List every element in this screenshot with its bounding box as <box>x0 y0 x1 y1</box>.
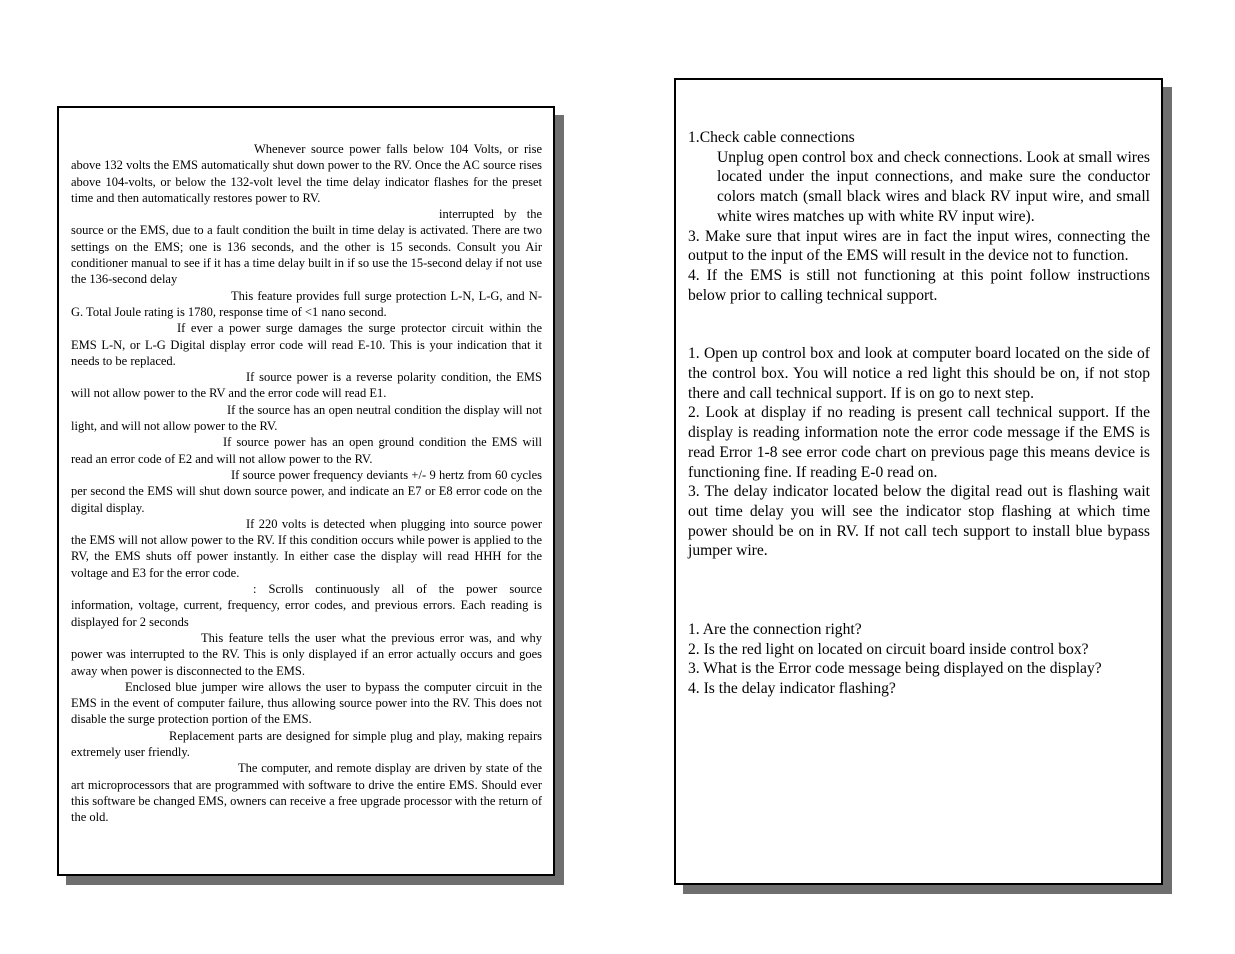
feature-paragraph <box>71 402 542 435</box>
feature-paragraph <box>71 206 542 287</box>
feature-text: The computer, and remote display are driven by state of the art microprocessors that are programmed with software to drive the entire EMS. Should ever this software be changed EMS, owners can receive a free upgrade processor with the return of the old. <box>71 761 542 825</box>
check-cable-body: Unplug open control box and check connections. Look at small wires located under the input connections, and make sure the conductor colors match (small black wires and black RV input wire, and small white wires matches up with white RV input wire). <box>717 148 1150 225</box>
feature-text: interrupted by the source or the EMS, due to a fault condition the built in time delay is activated. There are two settings on the EMS; one is 136 seconds, and the other is 15 seconds. Consult you Air conditioner manual to see if it has a time delay built in if so use the 15-second delay if not use the 136-second delay <box>71 207 542 287</box>
feature-paragraph <box>71 288 542 321</box>
feature-paragraph <box>71 760 542 825</box>
feature-text: If the source has an open neutral condition the display will not light, and will not allow power to the RV. <box>71 402 542 434</box>
troubleshooting-text <box>688 128 1150 699</box>
step-1-open-control-box: 1. Open up control box and look at computer board located on the side of the control box. You will notice a red light this should be on, if not stop there and call technical support. If is on go to next step. <box>688 345 1150 402</box>
feature-text: : Scrolls continuously all of the power source information, voltage, current, frequency, error codes, and previous errors. Each reading is displayed for 2 seconds <box>71 582 542 629</box>
feature-text: If source power is a reverse polarity condition, the EMS will not allow power to the RV and the error code will read E1. <box>71 370 542 401</box>
question-4: 4. Is the delay indicator flashing? <box>688 680 896 698</box>
feature-paragraph <box>71 728 542 761</box>
feature-paragraph <box>71 467 542 516</box>
feature-paragraph <box>71 516 542 581</box>
question-1: 1. Are the connection right? <box>688 621 862 639</box>
feature-paragraph <box>71 141 542 206</box>
feature-paragraph <box>71 581 542 630</box>
feature-text: This feature tells the user what the previous error was, and why power was interrupted to the RV. This is only displayed if an error actually occurs and goes away when power is disconnected to the EMS. <box>71 630 542 678</box>
feature-descriptions <box>71 141 542 825</box>
step-4-still-not-functioning: 4. If the EMS is still not functioning at this point follow instructions below prior to calling technical support. <box>688 266 1150 304</box>
feature-text: Enclosed blue jumper wire allows the user to bypass the computer circuit in the EMS in the event of computer failure, thus allowing source power into the RV. This does not disable the surge protection portion of the EMS. <box>71 679 542 727</box>
feature-paragraph <box>71 434 542 467</box>
feature-paragraph <box>71 320 542 369</box>
feature-text: If source power frequency deviants +/- 9 hertz from 60 cycles per second the EMS will shut down source power, and indicate an E7 or E8 error code on the digital display. <box>71 467 542 515</box>
step-3-delay-indicator: 3. The delay indicator located below the digital read out is flashing wait out time delay you will see the indicator stop flashing at which time power should be on in RV. If not call tech support to install blue bypass jumper wire. <box>688 483 1150 560</box>
feature-text: If ever a power surge damages the surge protector circuit within the EMS L-N, or L-G Digital display error code will read E-10. This is your indication that it needs to be replaced. <box>71 321 542 368</box>
question-2: 2. Is the red light on located on circuit board inside control box? <box>688 640 1089 658</box>
feature-text: If source power has an open ground condition the EMS will read an error code of E2 and will not allow power to the RV. <box>71 435 542 466</box>
feature-paragraph <box>71 630 542 679</box>
feature-text: If 220 volts is detected when plugging into source power the EMS will not allow power to the RV. If this condition occurs while power is applied to the RV, the EMS shuts off power instantly. In either case the display will read HHH for the voltage and E3 for the error code. <box>71 516 542 580</box>
feature-paragraph <box>71 679 542 728</box>
check-cable-title: 1.Check cable connections <box>688 129 855 146</box>
right-page <box>674 78 1163 885</box>
feature-paragraph <box>71 369 542 402</box>
section-gap <box>688 305 1150 344</box>
section-gap <box>688 561 1150 620</box>
left-page <box>57 106 555 876</box>
step-2-look-at-display: 2. Look at display if no reading is present call technical support. If the display is reading information note the error code message if the EMS is read Error 1-8 see error code chart on previous page this means device is functioning fine. If reading E-0 read on. <box>688 404 1150 481</box>
feature-text: Replacement parts are designed for simple plug and play, making repairs extremely user friendly. <box>71 728 542 759</box>
feature-text: This feature provides full surge protection L-N, L-G, and N-G. Total Joule rating is 1780, response time of <1 nano second. <box>71 288 542 319</box>
step-3-input-wires: 3. Make sure that input wires are in fact the input wires, connecting the output to the input of the EMS will result in the device not to function. <box>688 227 1150 265</box>
feature-text: Whenever source power falls below 104 Volts, or rise above 132 volts the EMS automatically shut down power to the RV. Once the AC source rises above 104-volts, or below the 132-volt level the time delay indicator flashes for the preset time and then automatically restores power to RV. <box>71 142 542 205</box>
question-3: 3. What is the Error code message being displayed on the display? <box>688 660 1102 678</box>
